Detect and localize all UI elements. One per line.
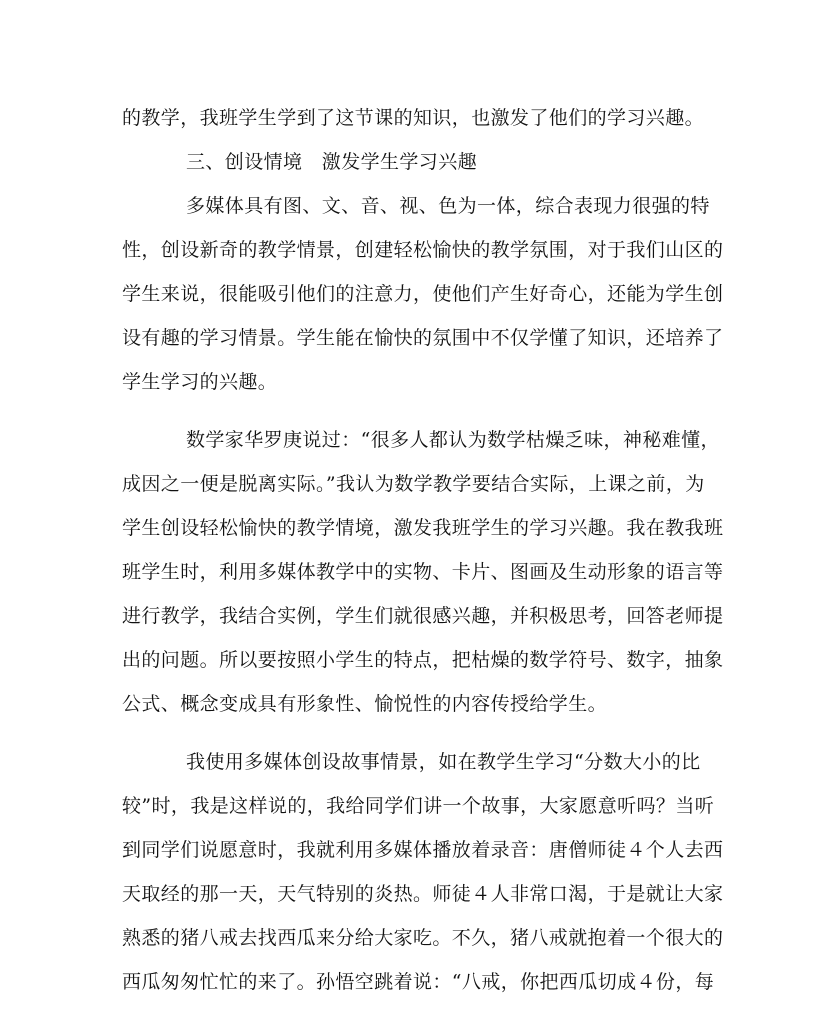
text-line-13: 出的问题。所以要按照小学生的特点，把枯燥的数学符号、数字，抽象 xyxy=(122,649,724,671)
text-line-15: 我使用多媒体创设故事情景，如在教学生学习“分数大小的比 xyxy=(186,751,701,773)
text-line-9: 成因之一便是脱离实际。”我认为数学教学要结合实际，上课之前，为 xyxy=(122,473,705,495)
text-line-11: 班学生时，利用多媒体教学中的实物、卡片、图画及生动形象的语言等 xyxy=(122,561,724,583)
text-line-7: 学生学习的兴趣。 xyxy=(122,371,278,393)
text-line-1: 的教学，我班学生学到了这节课的知识，也激发了他们的学习兴趣。 xyxy=(122,107,705,129)
text-line-14: 公式、概念变成具有形象性、愉悦性的内容传授给学生。 xyxy=(122,693,608,715)
section-heading: 三、创设情境 激发学生学习兴趣 xyxy=(186,151,478,173)
text-line-4: 性，创设新奇的教学情景，创建轻松愉快的教学氛围，对于我们山区的 xyxy=(122,239,724,261)
text-line-8: 数学家华罗庚说过：“很多人都认为数学枯燥乏味，神秘难懂， xyxy=(186,429,720,451)
text-line-6: 设有趣的学习情景。学生能在愉快的氛围中不仅学懂了知识，还培养了 xyxy=(122,327,724,349)
text-line-16: 较”时，我是这样说的，我给同学们讲一个故事，大家愿意听吗？当听 xyxy=(122,795,715,817)
text-line-17: 到同学们说愿意时，我就利用多媒体播放着录音：唐僧师徒４个人去西 xyxy=(122,839,724,861)
text-line-12: 进行教学，我结合实例，学生们就很感兴趣，并积极思考，回答老师提 xyxy=(122,605,724,627)
text-line-5: 学生来说，很能吸引他们的注意力，使他们产生好奇心，还能为学生创 xyxy=(122,283,724,305)
text-line-3: 多媒体具有图、文、音、视、色为一体，综合表现力很强的特 xyxy=(186,195,710,217)
text-line-10: 学生创设轻松愉快的教学情境，激发我班学生的学习兴趣。我在教我班 xyxy=(122,517,724,539)
text-line-18: 天取经的那一天，天气特别的炎热。师徒４人非常口渴，于是就让大家 xyxy=(122,883,724,905)
text-line-20: 西瓜匆匆忙忙的来了。孙悟空跳着说：“八戒，你把西瓜切成４份，每 xyxy=(122,971,715,993)
text-line-19: 熟悉的猪八戒去找西瓜来分给大家吃。不久，猪八戒就抱着一个很大的 xyxy=(122,927,724,949)
